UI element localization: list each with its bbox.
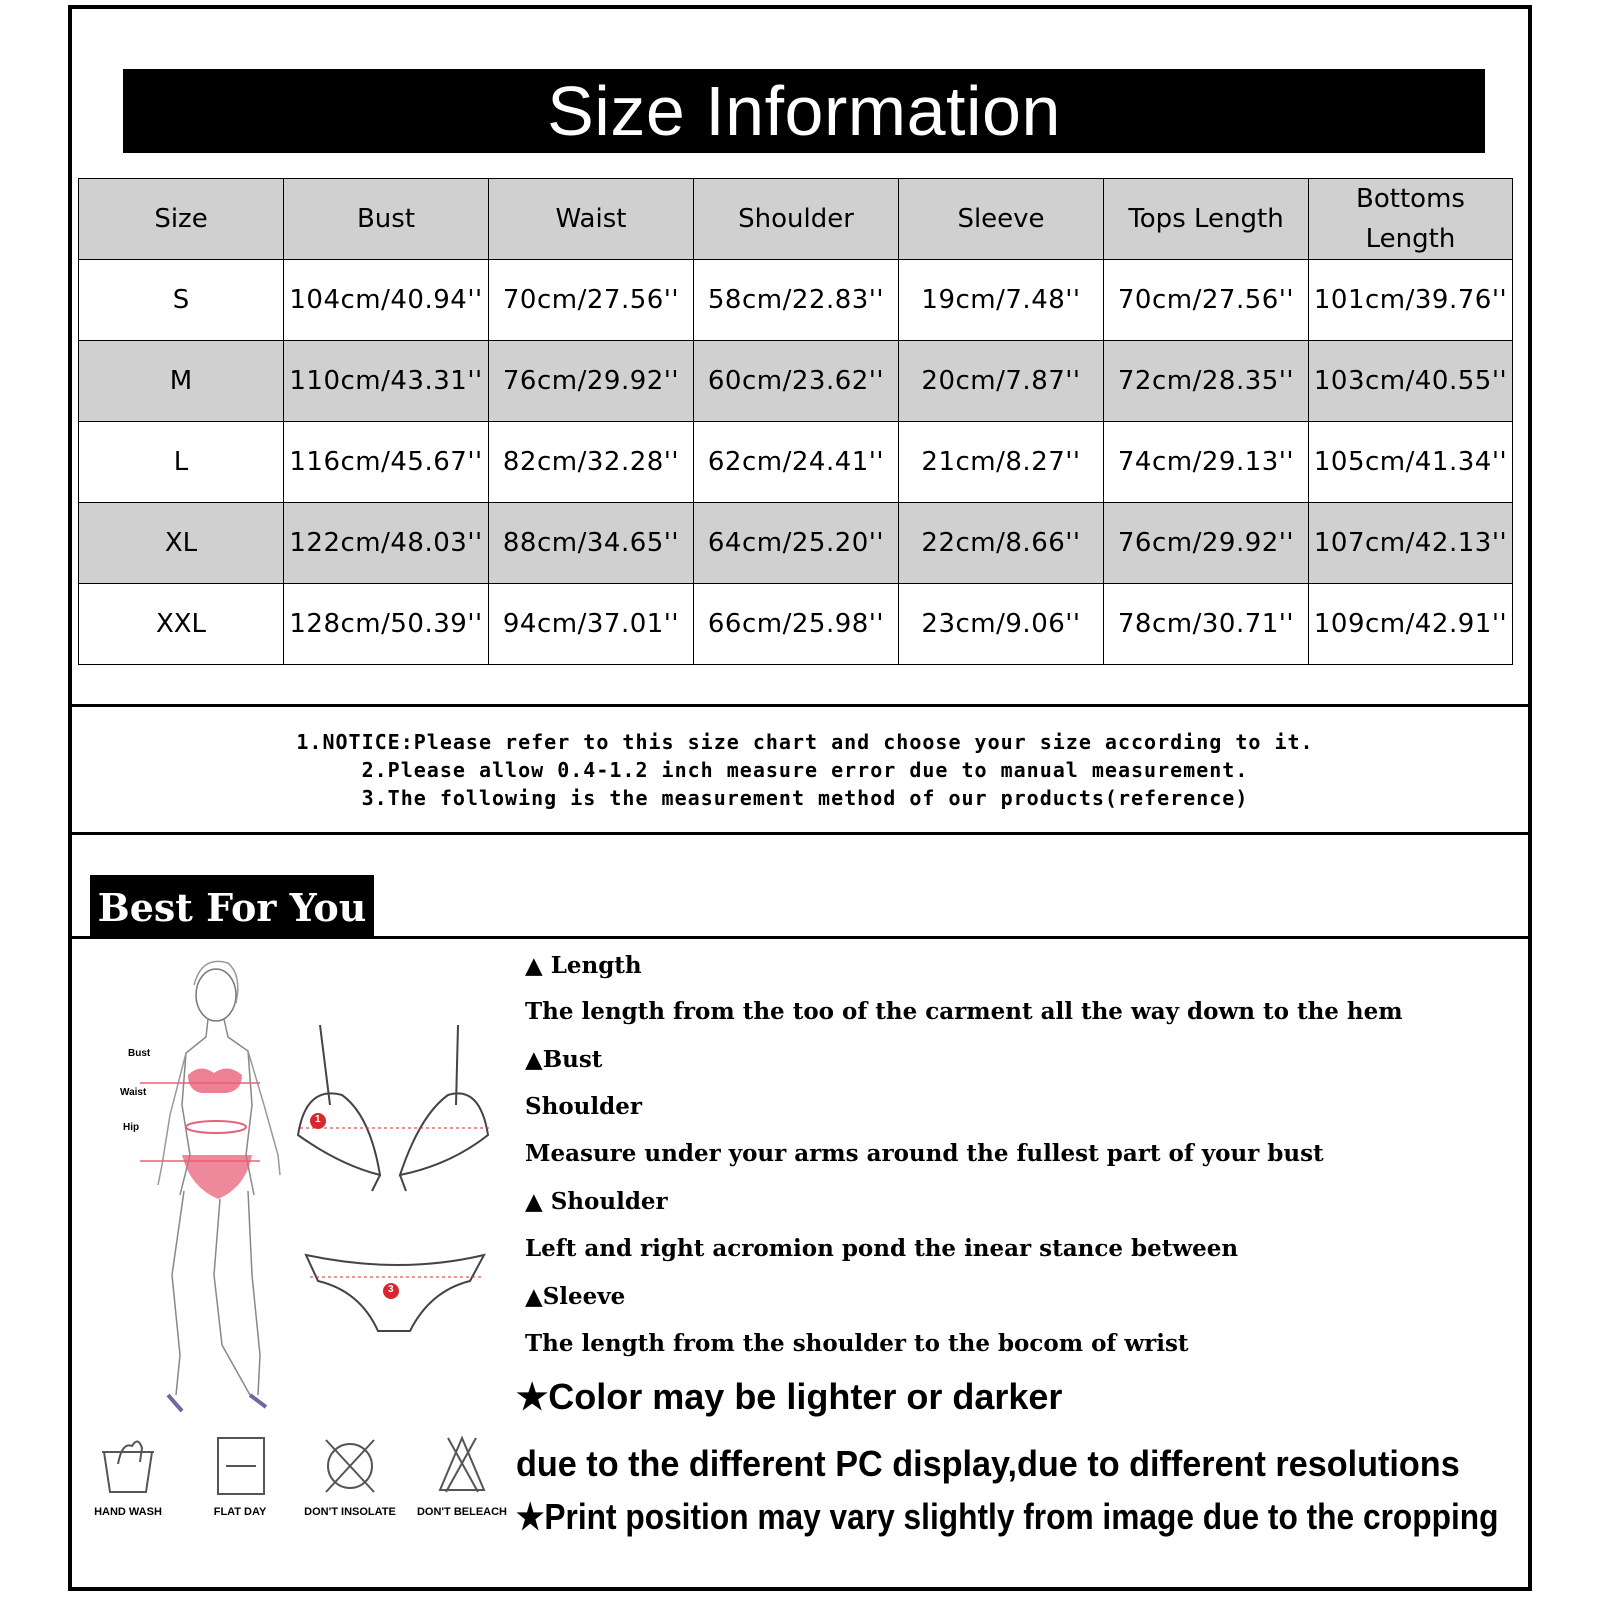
- page-title: Size Information: [123, 69, 1485, 153]
- shoulder-cell: 64cm/25.20'': [694, 503, 899, 584]
- hand-wash-icon: [98, 1432, 158, 1496]
- waist-label: Waist: [120, 1087, 147, 1098]
- bust-title: ▲Bust: [525, 1046, 603, 1073]
- bottoms-length-cell: 107cm/42.13'': [1309, 503, 1513, 584]
- sleeve-cell: 19cm/7.48'': [899, 260, 1104, 341]
- header-bust: Bust: [284, 179, 489, 260]
- header-bottoms-length: Bottoms Length: [1309, 179, 1513, 260]
- shoulder-cell: 60cm/23.62'': [694, 341, 899, 422]
- bottoms-length-cell: 109cm/42.91'': [1309, 584, 1513, 665]
- shoulder-title: ▲ Shoulder: [525, 1188, 668, 1215]
- section-divider: [68, 704, 1532, 707]
- best-for-you-rule: [72, 936, 1530, 939]
- table-row: [79, 503, 1513, 584]
- sleeve-cell: 23cm/9.06'': [899, 584, 1104, 665]
- care-label: HAND WASH: [94, 1506, 162, 1518]
- size-cell: XL: [79, 503, 284, 584]
- shoulder-cell: 62cm/24.41'': [694, 422, 899, 503]
- waist-cell: 82cm/32.28'': [489, 422, 694, 503]
- care-label: DON'T INSOLATE: [304, 1506, 396, 1518]
- bottoms-length-cell: 105cm/41.34'': [1309, 422, 1513, 503]
- bottoms-length-cell: 101cm/39.76'': [1309, 260, 1513, 341]
- notice-block: [120, 728, 1490, 812]
- size-cell: XXL: [79, 584, 284, 665]
- marker-3: 3: [388, 1284, 394, 1295]
- care-dont-insolate: [300, 1432, 400, 1518]
- care-label: DON'T BELEACH: [416, 1506, 507, 1518]
- tops-length-cell: 74cm/29.13'': [1104, 422, 1309, 503]
- header-shoulder: Shoulder: [694, 179, 899, 260]
- care-dont-bleach: [412, 1432, 512, 1518]
- bust-cell: 110cm/43.31'': [284, 341, 489, 422]
- bust-sub: Shoulder: [525, 1093, 642, 1120]
- header-sleeve: Sleeve: [899, 179, 1104, 260]
- notice-line-1: 1.NOTICE:Please refer to this size chart and choose your size according to it.: [296, 730, 1314, 754]
- sleeve-cell: 20cm/7.87'': [899, 341, 1104, 422]
- notice-line-3: 3.The following is the measurement method of our products(reference): [361, 786, 1249, 810]
- bust-cell: 122cm/48.03'': [284, 503, 489, 584]
- flat-dry-icon: [210, 1432, 270, 1496]
- length-title: ▲ Length: [525, 952, 642, 979]
- table-header-row: [79, 179, 1513, 260]
- bust-cell: 104cm/40.94'': [284, 260, 489, 341]
- header-waist: Waist: [489, 179, 694, 260]
- shoulder-cell: 58cm/22.83'': [694, 260, 899, 341]
- care-hand-wash: [78, 1432, 178, 1518]
- color-note-2: due to the different PC display,due to different resolutions: [516, 1443, 1460, 1484]
- table-row: [79, 341, 1513, 422]
- tops-length-cell: 72cm/28.35'': [1104, 341, 1309, 422]
- waist-cell: 94cm/37.01'': [489, 584, 694, 665]
- size-cell: S: [79, 260, 284, 341]
- table-row: [79, 260, 1513, 341]
- sleeve-cell: 22cm/8.66'': [899, 503, 1104, 584]
- tops-length-cell: 70cm/27.56'': [1104, 260, 1309, 341]
- bust-cell: 128cm/50.39'': [284, 584, 489, 665]
- bust-label: Bust: [128, 1048, 151, 1059]
- sleeve-desc: The length from the shoulder to the bocom of wrist: [525, 1330, 1189, 1357]
- section-divider: [68, 832, 1532, 835]
- shoulder-cell: 66cm/25.98'': [694, 584, 899, 665]
- waist-cell: 76cm/29.92'': [489, 341, 694, 422]
- length-desc: The length from the too of the carment all the way down to the hem: [525, 998, 1403, 1025]
- sleeve-cell: 21cm/8.27'': [899, 422, 1104, 503]
- table-row: [79, 584, 1513, 665]
- dont-bleach-icon: [432, 1432, 492, 1496]
- care-flat-dry: [190, 1432, 290, 1518]
- dont-insolate-icon: [320, 1432, 380, 1496]
- best-for-you-heading: Best For You: [90, 875, 374, 939]
- print-note: ★Print position may vary slightly from image due to the cropping: [516, 1496, 1499, 1537]
- tops-length-cell: 78cm/30.71'': [1104, 584, 1309, 665]
- size-cell: M: [79, 341, 284, 422]
- bust-cell: 116cm/45.67'': [284, 422, 489, 503]
- waist-cell: 88cm/34.65'': [489, 503, 694, 584]
- shoulder-desc: Left and right acromion pond the inear stance between: [525, 1235, 1239, 1262]
- notice-line-2: 2.Please allow 0.4-1.2 inch measure error due to manual measurement.: [361, 758, 1249, 782]
- marker-1: 1: [315, 1114, 321, 1125]
- size-cell: L: [79, 422, 284, 503]
- care-label: FLAT DAY: [213, 1506, 267, 1518]
- bottoms-length-cell: 103cm/40.55'': [1309, 341, 1513, 422]
- table-row: [79, 422, 1513, 503]
- color-note-1: ★Color may be lighter or darker: [516, 1376, 1063, 1417]
- tops-length-cell: 76cm/29.92'': [1104, 503, 1309, 584]
- header-size: Size: [79, 179, 284, 260]
- header-tops-length: Tops Length: [1104, 179, 1309, 260]
- bust-desc: Measure under your arms around the fullest part of your bust: [525, 1140, 1324, 1167]
- waist-cell: 70cm/27.56'': [489, 260, 694, 341]
- sleeve-title: ▲Sleeve: [525, 1283, 626, 1310]
- hip-label: Hip: [123, 1122, 140, 1133]
- model-illustration: [110, 955, 510, 1415]
- size-table: [78, 178, 1513, 665]
- measurement-figure: [110, 955, 510, 1415]
